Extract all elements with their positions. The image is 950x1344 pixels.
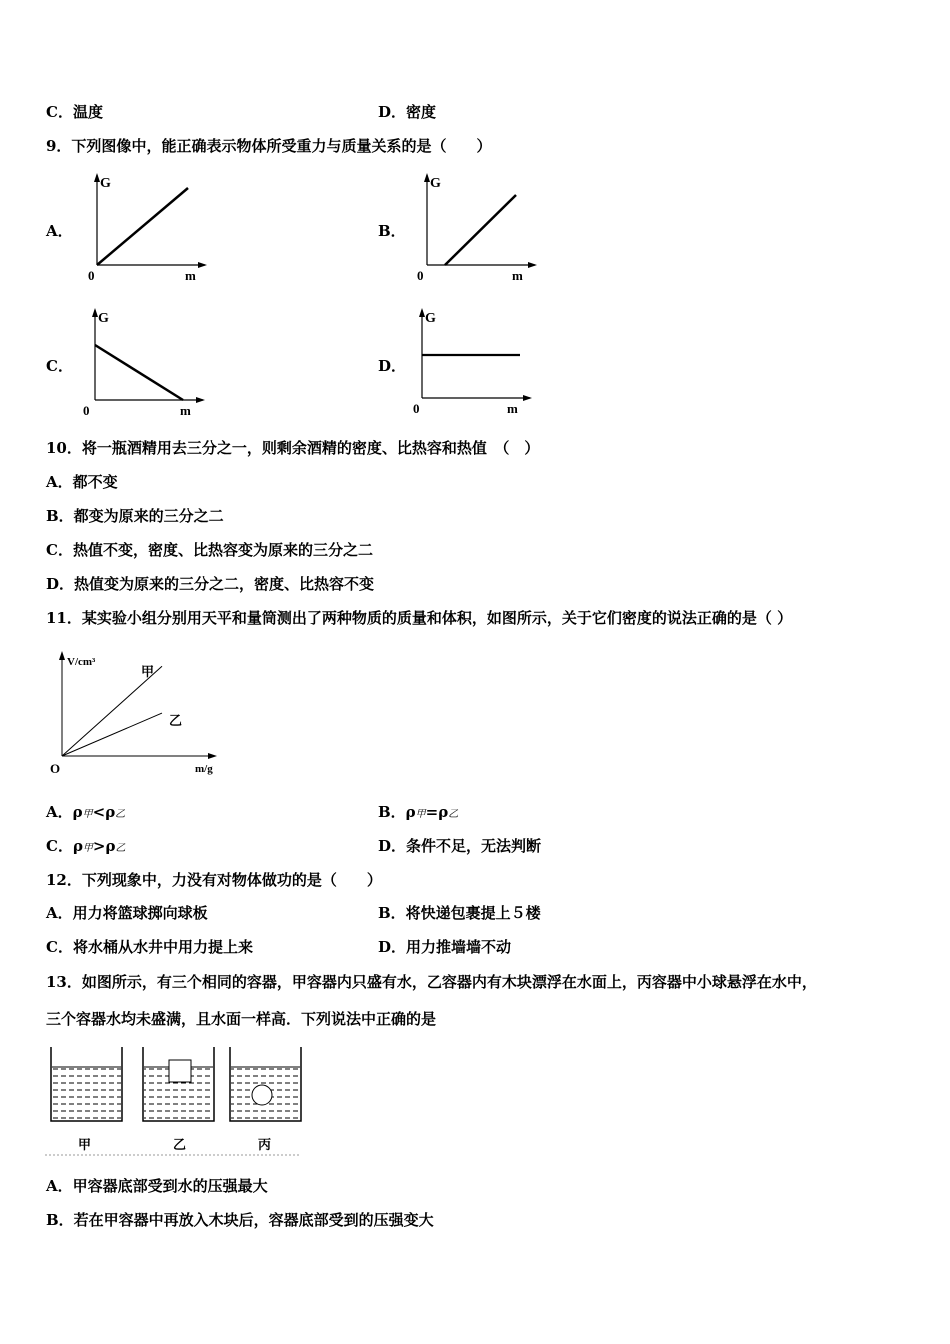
q9-graph-b [410, 170, 540, 285]
q9-c-axis-g: G [98, 311, 109, 326]
q9-label-d: D． [378, 357, 407, 375]
q10-option-b: B．都变为原来的三分之二 [46, 507, 224, 525]
wooden-block [169, 1060, 191, 1082]
q11-series-jia-label: 甲 [141, 664, 155, 679]
q8-option-d: D．密度 [378, 103, 437, 121]
q11-series-yi-label: 乙 [169, 713, 183, 728]
q13-containers-figure [45, 1045, 305, 1160]
q10-option-a: A．都不变 [46, 473, 118, 491]
q12-option-b: B．将快递包裹提上５楼 [378, 904, 541, 922]
q9-a-origin: 0 [88, 268, 95, 283]
q9-b-axis-g: G [430, 176, 441, 191]
q9-graph-c [78, 305, 208, 420]
q10-option-d: D．热值变为原来的三分之二，密度、比热容不变 [46, 575, 375, 593]
container-jia [51, 1047, 122, 1121]
q11-series-jia-line [62, 666, 162, 756]
q9-graph-a [80, 170, 210, 285]
q11-density-chart [45, 648, 225, 778]
small-ball [252, 1085, 272, 1105]
q13-option-a: A．甲容器底部受到水的压强最大 [46, 1177, 268, 1195]
q9-a-axis-m: m [185, 268, 196, 283]
q9-a-axis-g: G [100, 176, 111, 191]
q11-option-c: C．ρ甲>ρ乙 [46, 837, 126, 855]
q9-label-c: C． [46, 357, 73, 375]
q9-c-axis-m: m [180, 403, 191, 418]
q13-stem-line1: 13．如图所示，有三个相同的容器，甲容器内只盛有水，乙容器内有木块漂浮在水面上，丙容器中小球悬浮在水中， [46, 973, 817, 991]
q11-series-yi-line [62, 713, 162, 756]
q12-option-c: C．将水桶从水井中用力提上来 [46, 938, 253, 956]
container-label-bing: 丙 [258, 1137, 272, 1152]
q8-option-c: C．温度 [46, 103, 103, 121]
container-yi [143, 1047, 214, 1121]
q9-c-origin: 0 [83, 403, 90, 418]
q9-b-origin: 0 [417, 268, 424, 283]
q12-option-a: A．用力将篮球掷向球板 [46, 904, 208, 922]
q11-origin: O [50, 761, 61, 776]
q11-option-a: A．ρ甲<ρ乙 [46, 803, 126, 821]
q11-option-d: D．条件不足，无法判断 [378, 837, 542, 855]
q11-stem: 11．某实验小组分别用天平和量筒测出了两种物质的质量和体积，如图所示，关于它们密度的说法正确的是（ ） [46, 609, 793, 627]
q13-stem-line2: 三个容器水均未盛满，且水面一样高．下列说法中正确的是 [46, 1010, 437, 1028]
q10-option-c: C．热值不变，密度、比热容变为原来的三分之二 [46, 541, 373, 559]
q9-label-b: B． [378, 222, 406, 240]
q11-ylabel: V/cm³ [67, 656, 96, 668]
q9-d-axis-g: G [425, 311, 436, 326]
q9-stem: 9．下列图像中，能正确表示物体所受重力与质量关系的是（ ） [46, 137, 492, 155]
container-bing [230, 1047, 301, 1121]
q9-d-axis-m: m [507, 401, 518, 416]
q9-graph-d [405, 305, 535, 420]
q12-option-d: D．用力推墙墙不动 [378, 938, 512, 956]
q13-option-b: B．若在甲容器中再放入木块后，容器底部受到的压强变大 [46, 1211, 434, 1229]
q9-b-axis-m: m [512, 268, 523, 283]
q9-d-origin: 0 [413, 401, 420, 416]
q12-stem: 12．下列现象中，力没有对物体做功的是（ ） [46, 871, 382, 889]
container-label-jia: 甲 [78, 1137, 92, 1152]
q11-option-b: B．ρ甲=ρ乙 [378, 803, 459, 821]
q11-xlabel: m/g [195, 763, 213, 775]
container-label-yi: 乙 [173, 1137, 187, 1152]
q10-stem: 10．将一瓶酒精用去三分之一，则剩余酒精的密度、比热容和热值 （ ） [46, 439, 540, 457]
q9-label-a: A． [46, 222, 73, 240]
